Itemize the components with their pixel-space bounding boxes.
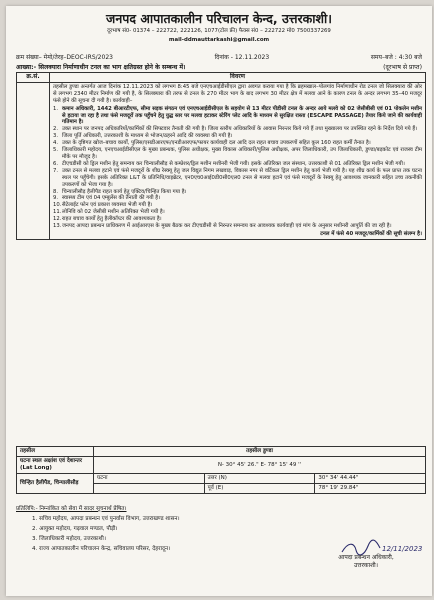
action-item-text: लोनिवि को 02 जेसीबी मशीन अतिरिक्त भेजी गयी है। (62, 209, 165, 216)
action-item (53, 216, 422, 223)
action-item-number: 13. (53, 223, 62, 230)
helipad-label: चिन्हित हैलीपैड, चिन्यालीसौड़ (17, 474, 94, 494)
details-table-header (17, 73, 426, 83)
action-item-number: 5. (53, 147, 59, 154)
reference-time: समय–बजे : 4:30 बजे (370, 54, 422, 61)
action-item-number: 6. (53, 160, 59, 167)
copies-section (16, 504, 316, 554)
action-item-text: टीएचडीसी को ड्रिल मशीन हेतु समन्वय कर चिन्यालीसौड़ से कम्प्रेशर/ड्रिल मशीन मशीनरी भेजी गयी। इसके अतिरिक्त जल संस्थान, उत्तरकाशी से 01 अतिरिक्त ड्रिल मशीन भेजी गयी। (62, 160, 405, 167)
action-item-number: 2. (53, 126, 59, 133)
action-item-text: जिलाधिकारी महोदय, एनएचआईडीसीएल के मुख्य प्रबन्धक, पुलिस अधीक्षक, मुख्य विकास अधिकारी/पुलिस अधीक्षक, अपर जिलाधिकारी, उप जिलाधिकारी, डुण्डा/बड़कोट एवं राजस्व टीम मौके पर मौजूद है। (62, 147, 422, 160)
col-serial-header: क्र.सं. (17, 73, 50, 83)
action-item-text: उक्त टनल से मलवा हटाने एवं फंसे मजदूरों के शीघ्र रेस्क्यू हेतु जल विद्युत निगम लखवाड़, विकास नगर से वर्टिकल ड्रिल मशीन हेतु कार्य भेजी गयी है। यह शीघ्र कार्य के फल प्राप्त तक घटना स्थल पर पहुँचेगी। इसके अतिरिक्त L&T के प्रतिनिधि/वाइब्रेटर, एन0एच0आई0डी0सी0एल0 टनल से मलवा हटाने एवं फंसे मजदूरों के रेस्क्यू हेतु आवश्यक जानकारी सहित उच्च तकनीकी उपकरणों को भेजा गया है। (62, 167, 422, 188)
action-item-number: 7. (53, 167, 59, 174)
serial-cell (17, 82, 50, 239)
action-item (53, 168, 422, 189)
attached-list-note: टनल में फंसे 40 मजदूर/कार्मिकों की सूची संलग्न है। (320, 230, 422, 237)
subject-note: (दूरभाष से प्राप्त) (383, 64, 422, 71)
helipad-values (94, 474, 426, 494)
details-table-body (17, 82, 426, 239)
helipad-row (17, 474, 426, 494)
action-item (53, 161, 422, 168)
action-item-text: जिला पूर्ति अधिकारी, उत्तरकाशी के माध्यम से भोजन/ठहरने आदि की व्यवस्था की गयी है। (62, 133, 233, 140)
document-title: जनपद आपातकालीन परिचालन केन्द, उत्तरकाशी। (106, 11, 332, 26)
action-items-list (53, 106, 422, 230)
subject-row (16, 62, 422, 71)
lat-label: उत्तर (N) (205, 474, 316, 483)
action-item-number: 3. (53, 133, 59, 140)
helipad-sub-label: घटना (94, 474, 205, 483)
tehsil-value: तहसील डुण्डा (94, 447, 426, 457)
copy-recipient: 2. आयुक्त महोदय, गढ़वाल मण्डल, पौड़ी। (32, 526, 118, 532)
long-label: पूर्व (E) (205, 484, 316, 493)
reference-number: क्रम संख्या– मेमो/तेरह–DEOC-IRS/2023 (16, 54, 113, 61)
copy-recipient: 3. जिलाधिकारी महोदय, उत्तरकाशी। (32, 536, 106, 542)
description-cell (50, 82, 426, 239)
signatory-place: उत्तरकाशी। (354, 562, 378, 569)
contact-line: दूरभाष सं0- 01374 – 222722, 222126, 1077(टोल फ्री) फैक्स सं0 – 222722 मो0 7500337269 (107, 28, 331, 34)
action-item-number: 4. (53, 140, 59, 147)
latlong-value: N- 30° 45' 26." E- 78° 15' 49 '' (94, 457, 426, 474)
action-item-text: राहत बचाव कार्यों हेतु हैलीकॉप्टर की आवश्यकता है। (62, 216, 162, 223)
location-table (16, 446, 426, 494)
action-item (53, 106, 422, 127)
subject-text: आख्या:- सिलक्यारा निर्माणाधीन टनल का भाग क्षतिग्रस्त होने के सम्बन्ध में। (16, 64, 186, 71)
col-description-header: विवरण (50, 73, 426, 83)
action-item-number: 12. (53, 216, 62, 223)
latlong-row (17, 457, 426, 474)
action-item-text: उक्त के दृष्टिगत खोज–बचाव कार्यों, पुलिस/एसडीआरएफ/एनडीआरएफ/फायर कार्यवाही दल आदि दल राहत बचाव उपकरणों सहित कुल 160 राहत कर्मी तैनात है। (62, 140, 371, 147)
email-line: mail-ddmauttarkashi@gmail.com (168, 37, 270, 43)
copies-list (16, 514, 316, 554)
signatory-title: आपदा प्रबन्धन अधिकारी, (338, 554, 394, 561)
action-item-text: उक्त स्थान पर जनपद अधिकारियों/कार्मिकों की सिफ्टवार तैनाती की गयी है। जिला स्तरीय अधिकारियों के आवास निरन्तर किये गये हैं तथा मुख्यालय पर उपस्थित रहने के निर्देश दिये गये हैं। (62, 126, 418, 133)
action-item-text: चिन्यालीसौड़ हैलीपैड राहत कार्य हेतु एक्टिव/चिन्हित किया गया है। (62, 188, 187, 195)
signature-block (306, 554, 426, 570)
copies-heading: प्रतिलिपि:- निम्नांकित को सेवा में सादर सूचनार्थ प्रेषित। (16, 506, 127, 512)
handwritten-date: 12/11/2023 (382, 545, 423, 553)
document-page (6, 6, 432, 596)
latlong-label: घटना स्थल अक्षांश एवं देशान्तर (Lat Long) (17, 457, 94, 474)
helipad-sub-empty (94, 484, 205, 493)
action-item-number: 10. (53, 202, 62, 209)
action-item-number: 11. (53, 209, 62, 216)
long-value: 78° 19' 29.84" (318, 485, 359, 491)
intro-paragraph: तहसील डुण्डा अन्तर्गत आज दिनांक 12.11.2023 को लगभग 8:45 बजे एनएचआईडीसीएल द्वारा अवगत कराया गया है कि ब्रहमखाल–पोलगांव निर्माणाधीन रोड टनल जो सिलक्यारा की ओर से लगभग 2340 मीटर निर्माण की गयी है, के सिलक्यारा की तरफ से टनल के 270 मीटर भाग के बाद लगभग 30 मीटर क्षेत्र में मलवा आने के कारण टनल के अन्दर लगभग 35–40 मजदूर फंसे होने की सूचना दी गयी है। कार्यवाही– (53, 83, 422, 104)
action-item-text: सैटेलाईट फोन एवं प्रकाश व्यवस्था भेजी गयी है। (62, 202, 153, 209)
action-item-text: कमान अधिकारी, 1442 बीआरटीएफ, सीमा सड़क संगठन एवं एनएचआईडीसीएल के सहयोग से 13 मीटर पीडीसी टनल के अन्दर आये मलवे को 02 जेसीबीसी एवं 01 पोकलेन मशीन से हटाया जा रहा है तथा फंसे मजदूरों तक पहुँचने हेतु युद्ध स्तर पर मलवा हटाकर स्टेरिंग प्लेट आदि के माध्यम से सुरक्षित रास्ता (ESCAPE PASSAGE) तैयार किये जाने की कार्यवाही गतिमान है। (62, 105, 422, 126)
action-item-text: जनपद आपदा प्रबन्धन प्राधिकरण में आईआरएस के मुख्य बैठक कर टीएचडीसी से निरन्तर समन्वय कर आवश्यक कार्यवाही एवं मांग के अनुसार मशीनरी आपूर्ति की जा रही है। (62, 223, 392, 230)
copy-recipient: 1. सचिव महोदय, आपदा प्रबन्धन एवं पुनर्वास विभाग, उत्तराखण्ड शासन। (32, 516, 180, 522)
tehsil-label: तहसील (17, 447, 94, 457)
action-item-text: स्वास्थ्य टीम एवं 04 एम्बुलेंस की तैनाती की गयी है। (62, 195, 161, 202)
helipad-lat-row (94, 474, 425, 484)
action-item-number: 8. (53, 188, 59, 195)
lat-value: 30° 34' 44.44" (318, 475, 359, 481)
reference-date: दिनांक - 12.11.2023 (214, 54, 270, 61)
copy-recipient: 4. राज्य आपातकालीन परिचालन केन्द्र, सचिवालय परिसर, देहरादून। (32, 546, 171, 552)
action-item-number: 1. (53, 105, 59, 112)
details-table (16, 72, 426, 240)
action-item-number: 9. (53, 195, 59, 202)
tehsil-row (17, 447, 426, 457)
reference-row (16, 53, 422, 61)
action-item (53, 147, 422, 161)
action-item (53, 223, 422, 230)
helipad-long-row (94, 484, 425, 493)
